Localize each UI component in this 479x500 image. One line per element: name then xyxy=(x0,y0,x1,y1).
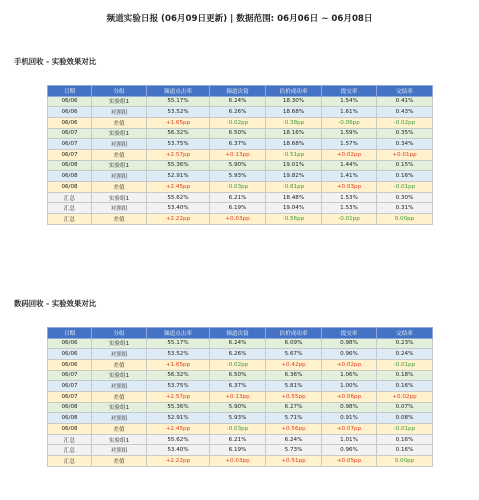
table-cell-submit-rate: +0.02pp xyxy=(322,149,377,160)
table-cell-channel-ctr: +2.22pp xyxy=(147,456,210,467)
column-header-date: 日期 xyxy=(48,86,92,97)
table-cell-channel-retention: +0.03pp xyxy=(210,214,266,225)
table-cell-valuation-success-rate: 18.16% xyxy=(266,128,322,139)
table-cell-valuation-success-rate: 19.01% xyxy=(266,160,322,171)
table-cell-group: 对照组 xyxy=(92,203,147,214)
table-cell-completion-rate: 0.24% xyxy=(377,349,433,360)
table-cell-channel-retention: +0.13pp xyxy=(210,149,266,160)
table-cell-valuation-success-rate: 6.36% xyxy=(266,370,322,381)
table-cell-completion-rate: 0.16% xyxy=(377,381,433,392)
table-cell-completion-rate: 0.30% xyxy=(377,192,433,203)
table-cell-group: 差值 xyxy=(92,214,147,225)
table-cell-channel-ctr: +2.45pp xyxy=(147,424,210,435)
table-cell-channel-ctr: +1.65pp xyxy=(147,359,210,370)
column-header-channel-ctr: 频道点击率 xyxy=(147,86,210,97)
table-cell-valuation-success-rate: 5.67% xyxy=(266,349,322,360)
table-cell-valuation-success-rate: 5.73% xyxy=(266,445,322,456)
table-row xyxy=(48,182,433,193)
table-row xyxy=(48,402,433,413)
table-cell-date: 06/06 xyxy=(48,359,92,370)
table-cell-channel-ctr: +2.57pp xyxy=(147,391,210,402)
table-cell-channel-retention: 6.24% xyxy=(210,96,266,107)
table-cell-valuation-success-rate: -0.38pp xyxy=(266,117,322,128)
table-cell-date: 06/06 xyxy=(48,338,92,349)
table-cell-completion-rate: 0.43% xyxy=(377,107,433,118)
table-row xyxy=(48,338,433,349)
table-row xyxy=(48,171,433,182)
table-cell-date: 汇总 xyxy=(48,445,92,456)
table-row xyxy=(48,128,433,139)
table-cell-completion-rate: 0.07% xyxy=(377,402,433,413)
table-cell-completion-rate: 0.00pp xyxy=(377,456,433,467)
table-cell-submit-rate: 0.96% xyxy=(322,349,377,360)
table-cell-date: 06/07 xyxy=(48,381,92,392)
table-cell-completion-rate: 0.35% xyxy=(377,128,433,139)
table-cell-channel-ctr: 55.36% xyxy=(147,402,210,413)
table-cell-group: 对照组 xyxy=(92,349,147,360)
table-cell-channel-ctr: 53.52% xyxy=(147,107,210,118)
table-cell-channel-retention: 6.21% xyxy=(210,434,266,445)
table-cell-date: 06/08 xyxy=(48,413,92,424)
phone-recycle-comparison-table xyxy=(47,85,433,225)
table-cell-submit-rate: 0.98% xyxy=(322,402,377,413)
table-cell-valuation-success-rate: 18.68% xyxy=(266,107,322,118)
table-cell-valuation-success-rate: 18.68% xyxy=(266,139,322,150)
table-cell-submit-rate: 1.41% xyxy=(322,171,377,182)
table-cell-completion-rate: 0.41% xyxy=(377,96,433,107)
table-cell-completion-rate: +0.02pp xyxy=(377,391,433,402)
table-cell-group: 实验组1 xyxy=(92,160,147,171)
table-cell-valuation-success-rate: 6.09% xyxy=(266,338,322,349)
table-cell-submit-rate: 0.91% xyxy=(322,413,377,424)
table-cell-completion-rate: 0.16% xyxy=(377,171,433,182)
table-cell-channel-ctr: 53.75% xyxy=(147,381,210,392)
table-cell-group: 差值 xyxy=(92,391,147,402)
table-row xyxy=(48,107,433,118)
table-cell-date: 06/08 xyxy=(48,160,92,171)
table-cell-completion-rate: 0.18% xyxy=(377,370,433,381)
table-cell-completion-rate: 0.23% xyxy=(377,338,433,349)
table-cell-channel-ctr: 53.75% xyxy=(147,139,210,150)
table-cell-group: 差值 xyxy=(92,456,147,467)
table-row xyxy=(48,381,433,392)
table-row xyxy=(48,203,433,214)
column-header-valuation-success-rate: 估价成功率 xyxy=(266,328,322,339)
table-cell-date: 06/08 xyxy=(48,171,92,182)
table-cell-completion-rate: -0.01pp xyxy=(377,359,433,370)
table-row xyxy=(48,117,433,128)
table-cell-channel-retention: 6.19% xyxy=(210,445,266,456)
table-cell-date: 汇总 xyxy=(48,434,92,445)
table-cell-completion-rate: -0.02pp xyxy=(377,117,433,128)
table-cell-channel-ctr: 55.62% xyxy=(147,434,210,445)
table-cell-completion-rate: 0.31% xyxy=(377,203,433,214)
table-row xyxy=(48,149,433,160)
table-cell-channel-ctr: 53.40% xyxy=(147,445,210,456)
table-row xyxy=(48,139,433,150)
table-cell-channel-ctr: 52.91% xyxy=(147,413,210,424)
table-cell-submit-rate: 0.98% xyxy=(322,338,377,349)
table-cell-valuation-success-rate: 18.30% xyxy=(266,96,322,107)
table-cell-submit-rate: -0.01pp xyxy=(322,214,377,225)
table-cell-group: 实验组1 xyxy=(92,338,147,349)
table-cell-submit-rate: 1.61% xyxy=(322,107,377,118)
column-header-channel-retention: 频道次留 xyxy=(210,86,266,97)
column-header-group: 分组 xyxy=(92,328,147,339)
table-cell-valuation-success-rate: 19.04% xyxy=(266,203,322,214)
table-cell-group: 差值 xyxy=(92,182,147,193)
table-cell-completion-rate: 0.08% xyxy=(377,413,433,424)
table-cell-channel-ctr: 52.91% xyxy=(147,171,210,182)
table-cell-group: 对照组 xyxy=(92,139,147,150)
table-cell-group: 差值 xyxy=(92,424,147,435)
table-cell-channel-retention: 6.26% xyxy=(210,107,266,118)
table-cell-channel-retention: -0.02pp xyxy=(210,359,266,370)
table-cell-valuation-success-rate: +0.55pp xyxy=(266,391,322,402)
table-cell-valuation-success-rate: 5.81% xyxy=(266,381,322,392)
table-cell-channel-retention: 5.93% xyxy=(210,171,266,182)
table-cell-valuation-success-rate: +0.42pp xyxy=(266,359,322,370)
table-row xyxy=(48,424,433,435)
column-header-channel-ctr: 频道点击率 xyxy=(147,328,210,339)
section-title-phone-recycle: 手机回收 - 实验效果对比 xyxy=(14,57,97,66)
table-cell-group: 实验组1 xyxy=(92,370,147,381)
table-cell-submit-rate: 1.53% xyxy=(322,203,377,214)
column-header-submit-rate: 提交率 xyxy=(322,328,377,339)
table-cell-date: 汇总 xyxy=(48,192,92,203)
table-cell-submit-rate: 1.44% xyxy=(322,160,377,171)
table-header-row xyxy=(48,86,433,97)
table-cell-group: 对照组 xyxy=(92,413,147,424)
table-cell-channel-ctr: 56.32% xyxy=(147,370,210,381)
table-cell-completion-rate: 0.00pp xyxy=(377,214,433,225)
table-cell-channel-retention: 5.93% xyxy=(210,413,266,424)
table-cell-valuation-success-rate: -0.81pp xyxy=(266,182,322,193)
table-cell-date: 06/06 xyxy=(48,117,92,128)
table-cell-completion-rate: 0.16% xyxy=(377,445,433,456)
table-row xyxy=(48,370,433,381)
table-cell-date: 06/07 xyxy=(48,391,92,402)
table-cell-group: 实验组1 xyxy=(92,96,147,107)
table-cell-channel-retention: -0.02pp xyxy=(210,117,266,128)
table-row xyxy=(48,445,433,456)
digital-recycle-comparison-table xyxy=(47,327,433,467)
table-cell-group: 实验组1 xyxy=(92,434,147,445)
table-cell-channel-ctr: 55.36% xyxy=(147,160,210,171)
table-cell-submit-rate: 1.54% xyxy=(322,96,377,107)
table-cell-group: 对照组 xyxy=(92,381,147,392)
table-cell-group: 实验组1 xyxy=(92,192,147,203)
table-row xyxy=(48,96,433,107)
table-cell-channel-retention: 6.37% xyxy=(210,139,266,150)
table-cell-channel-retention: 6.21% xyxy=(210,192,266,203)
table-cell-group: 对照组 xyxy=(92,107,147,118)
table-cell-valuation-success-rate: 19.82% xyxy=(266,171,322,182)
table-cell-date: 06/06 xyxy=(48,349,92,360)
column-header-submit-rate: 提交率 xyxy=(322,86,377,97)
table-cell-valuation-success-rate: 18.48% xyxy=(266,192,322,203)
column-header-date: 日期 xyxy=(48,328,92,339)
table-row xyxy=(48,456,433,467)
table-cell-channel-retention: 6.24% xyxy=(210,338,266,349)
table-cell-date: 06/07 xyxy=(48,128,92,139)
table-cell-channel-ctr: 55.17% xyxy=(147,96,210,107)
table-cell-submit-rate: +0.03pp xyxy=(322,182,377,193)
table-cell-submit-rate: 1.01% xyxy=(322,434,377,445)
table-cell-submit-rate: -0.06pp xyxy=(322,117,377,128)
table-cell-channel-retention: 6.37% xyxy=(210,381,266,392)
section-title-digital-recycle: 数码回收 - 实验效果对比 xyxy=(14,299,97,308)
table-cell-submit-rate: 1.00% xyxy=(322,381,377,392)
table-cell-submit-rate: 1.53% xyxy=(322,192,377,203)
table-cell-date: 06/07 xyxy=(48,370,92,381)
column-header-completion-rate: 完结率 xyxy=(377,86,433,97)
table-cell-submit-rate: +0.06pp xyxy=(322,391,377,402)
table-cell-valuation-success-rate: 5.71% xyxy=(266,413,322,424)
table-cell-channel-ctr: +1.65pp xyxy=(147,117,210,128)
table-cell-channel-ctr: +2.45pp xyxy=(147,182,210,193)
table-cell-channel-retention: 6.50% xyxy=(210,128,266,139)
table-cell-valuation-success-rate: +0.51pp xyxy=(266,456,322,467)
table-cell-submit-rate: 1.06% xyxy=(322,370,377,381)
table-cell-submit-rate: 1.59% xyxy=(322,128,377,139)
table-cell-completion-rate: 0.34% xyxy=(377,139,433,150)
table-cell-valuation-success-rate: 6.27% xyxy=(266,402,322,413)
table-cell-channel-retention: 6.26% xyxy=(210,349,266,360)
table-cell-channel-retention: 5.90% xyxy=(210,402,266,413)
column-header-valuation-success-rate: 估价成功率 xyxy=(266,86,322,97)
table-row xyxy=(48,413,433,424)
table-cell-submit-rate: +0.02pp xyxy=(322,359,377,370)
table-cell-completion-rate: -0.01pp xyxy=(377,424,433,435)
table-cell-valuation-success-rate: -0.51pp xyxy=(266,149,322,160)
table-cell-date: 06/07 xyxy=(48,149,92,160)
table-cell-date: 06/08 xyxy=(48,424,92,435)
table-cell-channel-retention: +0.03pp xyxy=(210,456,266,467)
table-cell-valuation-success-rate: 6.24% xyxy=(266,434,322,445)
table-row xyxy=(48,434,433,445)
table-cell-date: 06/06 xyxy=(48,107,92,118)
column-header-group: 分组 xyxy=(92,86,147,97)
table-cell-valuation-success-rate: +0.56pp xyxy=(266,424,322,435)
table-cell-channel-ctr: 53.40% xyxy=(147,203,210,214)
table-row xyxy=(48,391,433,402)
table-cell-channel-ctr: +2.22pp xyxy=(147,214,210,225)
table-cell-channel-retention: 6.19% xyxy=(210,203,266,214)
table-cell-completion-rate: +0.01pp xyxy=(377,149,433,160)
table-cell-date: 汇总 xyxy=(48,203,92,214)
table-cell-submit-rate: +0.05pp xyxy=(322,456,377,467)
table-cell-group: 差值 xyxy=(92,149,147,160)
table-cell-channel-ctr: 55.17% xyxy=(147,338,210,349)
table-cell-group: 实验组1 xyxy=(92,402,147,413)
table-cell-channel-ctr: 53.52% xyxy=(147,349,210,360)
table-cell-date: 06/07 xyxy=(48,139,92,150)
column-header-completion-rate: 完结率 xyxy=(377,328,433,339)
table-cell-group: 对照组 xyxy=(92,171,147,182)
table-cell-date: 汇总 xyxy=(48,214,92,225)
table-cell-completion-rate: -0.01pp xyxy=(377,182,433,193)
table-cell-completion-rate: 0.16% xyxy=(377,434,433,445)
table-cell-group: 对照组 xyxy=(92,445,147,456)
table-cell-submit-rate: 0.96% xyxy=(322,445,377,456)
table-cell-date: 06/06 xyxy=(48,96,92,107)
table-cell-channel-retention: +0.13pp xyxy=(210,391,266,402)
column-header-channel-retention: 频道次留 xyxy=(210,328,266,339)
table-row xyxy=(48,160,433,171)
table-header-row xyxy=(48,328,433,339)
table-cell-submit-rate: 1.57% xyxy=(322,139,377,150)
table-cell-valuation-success-rate: -0.56pp xyxy=(266,214,322,225)
table-cell-completion-rate: 0.15% xyxy=(377,160,433,171)
table-cell-group: 差值 xyxy=(92,359,147,370)
table-cell-channel-ctr: 55.62% xyxy=(147,192,210,203)
table-cell-date: 06/08 xyxy=(48,402,92,413)
table-cell-channel-retention: 6.50% xyxy=(210,370,266,381)
table-cell-group: 差值 xyxy=(92,117,147,128)
table-cell-channel-retention: 5.90% xyxy=(210,160,266,171)
table-row xyxy=(48,214,433,225)
table-cell-channel-retention: -0.03pp xyxy=(210,424,266,435)
table-row xyxy=(48,192,433,203)
table-cell-channel-ctr: +2.57pp xyxy=(147,149,210,160)
table-cell-date: 汇总 xyxy=(48,456,92,467)
report-title: 频道实验日报 (06月09日更新) | 数据范围: 06月06日 ~ 06月08日 xyxy=(106,14,373,24)
table-cell-channel-retention: -0.03pp xyxy=(210,182,266,193)
table-cell-submit-rate: +0.07pp xyxy=(322,424,377,435)
table-row xyxy=(48,359,433,370)
table-cell-channel-ctr: 56.32% xyxy=(147,128,210,139)
table-cell-group: 实验组1 xyxy=(92,128,147,139)
table-cell-date: 06/08 xyxy=(48,182,92,193)
table-row xyxy=(48,349,433,360)
